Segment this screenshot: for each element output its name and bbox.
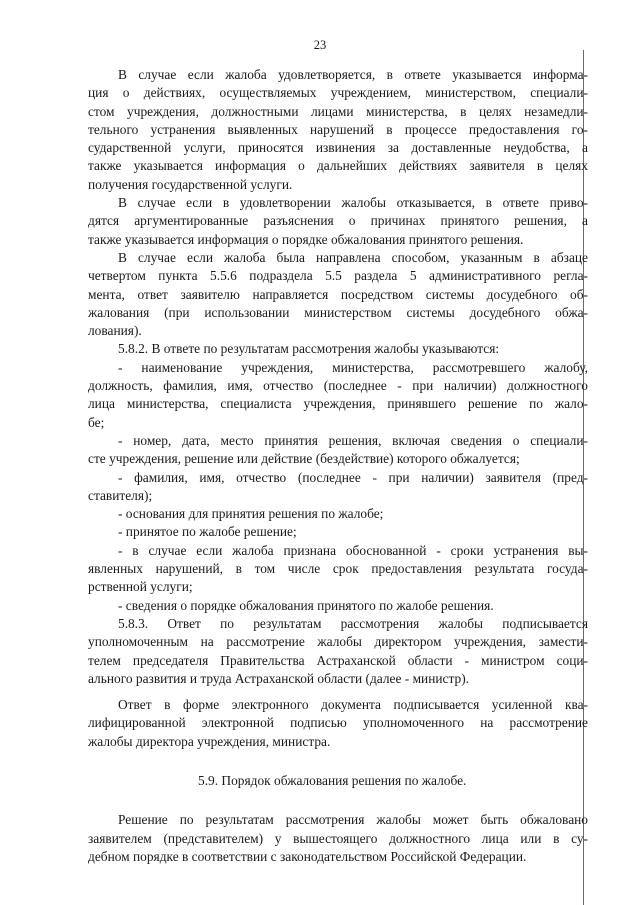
text-line: четвертом пункта 5.5.6 подраздела 5.5 раздела 5 административного регла-	[88, 268, 588, 284]
text-line: лифицированной электронной подписью уполномоченного на рассмотрение	[88, 715, 588, 731]
text-line: мента, ответ заявителю направляется посредством системы досудебного об-	[88, 286, 588, 302]
text-line: - номер, дата, место принятия решения, включая сведения о специали-	[118, 432, 588, 448]
text-line: также указывается информация о порядке обжалования принятого решения.	[88, 231, 524, 247]
text-line: тельного устранения выявленных нарушений в процессе предоставления го-	[88, 121, 588, 137]
text-line: дебном порядке в соответствии с законодательством Российской Федерации.	[88, 848, 527, 864]
text-line: явленных нарушений, в том числе срок предоставления результата госуда-	[88, 561, 588, 577]
text-line: ция о действиях, осуществляемых учреждением, министерством, специали-	[88, 85, 588, 101]
text-line: бе;	[88, 414, 105, 430]
section-heading: 5.9. Порядок обжалования решения по жалобе.	[198, 772, 467, 788]
text-line: сударственной услуги, приносятся извинения за доставленные неудобства, а	[88, 140, 588, 156]
paragraph-gap	[88, 688, 588, 696]
section-gap	[88, 751, 588, 772]
text-line: также указывается информация о дальнейших действиях заявителя в целях	[88, 158, 588, 174]
text-line: получения государственной услуги.	[88, 176, 293, 192]
text-line: В случае если жалоба удовлетворяется, в ответе указывается информа-	[118, 67, 588, 82]
text-line: ального развития и труда Астраханской области (далее - министр).	[88, 670, 469, 686]
text-line: - основания для принятия решения по жалобе;	[118, 506, 384, 522]
document-body	[88, 66, 588, 866]
text-line: 5.8.2. В ответе по результатам рассмотрения жалобы указываются:	[118, 341, 500, 357]
text-line: жалования (при использовании министерством системы досудебного обжа-	[88, 304, 588, 320]
text-line: - наименование учреждения, министерства, рассмотревшего жалобу,	[118, 359, 588, 375]
text-line: В случае если жалоба была направлена способом, указанным в абзаце	[118, 249, 588, 265]
text-line: Решение по результатам рассмотрения жалобы может быть обжаловано	[118, 812, 588, 828]
text-line: 5.8.3. Ответ по результатам рассмотрения жалобы подписывается	[118, 615, 588, 631]
text-line: лица министерства, специалиста учреждения, принявшего решение по жало-	[88, 396, 588, 412]
text-line: дятся аргументированные разъяснения о причинах принятого решения, а	[88, 213, 588, 229]
text-line: телем председателя Правительства Астраханской области - министром соци-	[88, 652, 588, 668]
text-line: жалобы директора учреждения, министра.	[88, 733, 331, 749]
text-line: - фамилия, имя, отчество (последнее - при наличии) заявителя (пред-	[118, 469, 588, 485]
text-line: уполномоченным на рассмотрение жалобы директором учреждения, замести-	[88, 634, 588, 650]
section-gap	[88, 790, 588, 811]
text-line: стом учреждения, должностными лицами министерства, в целях незамедли-	[88, 103, 588, 119]
text-line: заявителем (представителем) у вышестоящего должностного лица или в су-	[88, 830, 588, 846]
text-line: ставителя);	[88, 487, 153, 503]
text-line: - принятое по жалобе решение;	[118, 524, 297, 540]
text-line: В случае если в удовлетворении жалобы отказывается, в ответе приво-	[118, 195, 588, 211]
text-line: должность, фамилия, имя, отчество (последнее - при наличии) должностного	[88, 378, 588, 394]
text-line: лования).	[88, 323, 142, 339]
text-line: Ответ в форме электронного документа подписывается усиленной ква-	[118, 697, 588, 713]
text-line: сте учреждения, решение или действие (бездействие) которого обжалуется;	[88, 451, 520, 467]
page-number: 23	[313, 38, 327, 52]
text-line: рственной услуги;	[88, 579, 193, 595]
text-line: - в случае если жалоба признана обоснованной - сроки устранения вы-	[118, 542, 588, 558]
text-line: - сведения о порядке обжалования принятого по жалобе решения.	[118, 597, 494, 613]
